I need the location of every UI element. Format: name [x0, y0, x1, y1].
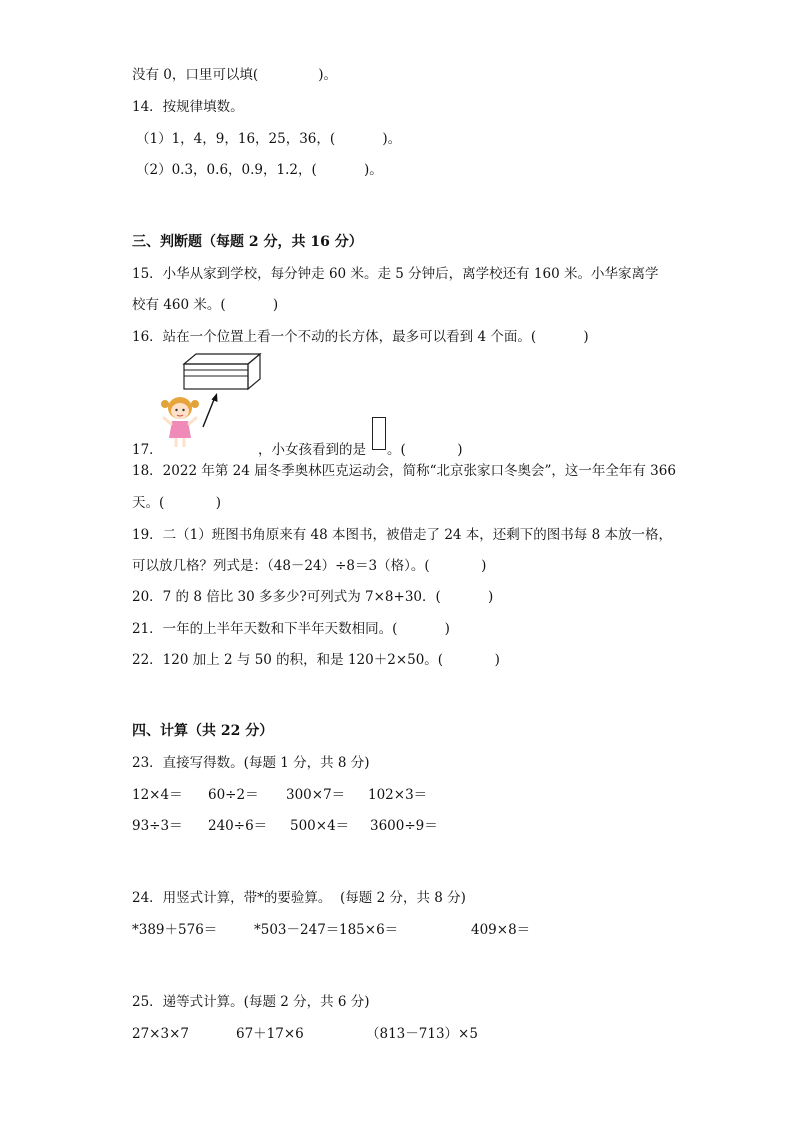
q14-heading: 14．按规律填数。: [132, 99, 244, 115]
q14-part1: （1）1，4，9，16，25，36，( )。: [136, 131, 402, 147]
q15-line2: 校有 460 米。( ): [132, 297, 279, 313]
q21: 21．一年的上半年天数和下半年天数相同。( ): [132, 621, 450, 637]
q25-item: 67＋17×6: [236, 1026, 304, 1042]
q23-item: 240÷6＝: [208, 818, 268, 834]
q23-item: 102×3＝: [368, 787, 428, 803]
section-4-title: 四、计算（共 22 分）: [132, 723, 274, 739]
q23-item: 93÷3＝: [132, 818, 183, 834]
q23-item: 60÷2＝: [208, 787, 259, 803]
q19-line2: 可以放几格？列式是：（48－24）÷8＝3（格）。( ): [132, 558, 487, 574]
q24-item: *389＋576＝: [132, 922, 218, 938]
q14-part2: （2）0.3，0.6，0.9，1.2，( )。: [136, 162, 383, 178]
q23-item: 500×4＝: [290, 818, 350, 834]
view-direction-arrow-icon: [200, 392, 220, 430]
q22: 22．120 加上 2 与 50 的积，和是 120＋2×50。( ): [132, 652, 500, 668]
q20: 20．7 的 8 倍比 30 多多少?可列式为 7×8+30．( ): [132, 589, 494, 605]
q24-heading: 24．用竖式计算，带*的要验算。 (每题 2 分，共 8 分): [132, 890, 466, 906]
q23-heading: 23．直接写得数。(每题 1 分，共 8 分): [132, 755, 370, 771]
q23-item: 300×7＝: [286, 787, 346, 803]
q13-tail: 没有 0，口里可以填( )。: [132, 67, 337, 83]
q25-item: 27×3×7: [132, 1026, 189, 1042]
section-3-title: 三、判断题（每题 2 分，共 16 分）: [132, 234, 363, 250]
q25-item: （813－713）×5: [366, 1026, 478, 1042]
q24-item: 185×6＝: [339, 922, 399, 938]
q25-heading: 25．递等式计算。(每题 2 分，共 6 分): [132, 994, 370, 1010]
cuboid-figure: [182, 352, 264, 392]
q24-item: *503－247＝: [254, 922, 340, 938]
q23-item: 3600÷9＝: [370, 818, 438, 834]
q17-number: 17．: [132, 442, 163, 458]
q16: 16．站在一个位置上看一个不动的长方体，最多可以看到 4 个面。( ): [132, 329, 589, 345]
q24-item: 409×8＝: [471, 922, 531, 938]
q15-line1: 15．小华从家到学校，每分钟走 60 米。走 5 分钟后，离学校还有 160 米。小华家离学: [132, 266, 659, 282]
q17-text: ，小女孩看到的是: [258, 442, 366, 458]
q17-rectangle-figure: [372, 417, 386, 450]
q18-line2: 天。( ): [132, 495, 222, 511]
q23-item: 12×4＝: [132, 787, 183, 803]
q17-answer-blank: 。( ): [387, 442, 463, 458]
q19-line1: 19．二（1）班图书角原来有 48 本图书，被借走了 24 本，还剩下的图书每 8 本放一格，: [132, 527, 672, 543]
q18-line1: 18．2022 年第 24 届冬季奥林匹克运动会，简称“北京张家口冬奥会”，这一年全年有 366: [132, 463, 676, 479]
